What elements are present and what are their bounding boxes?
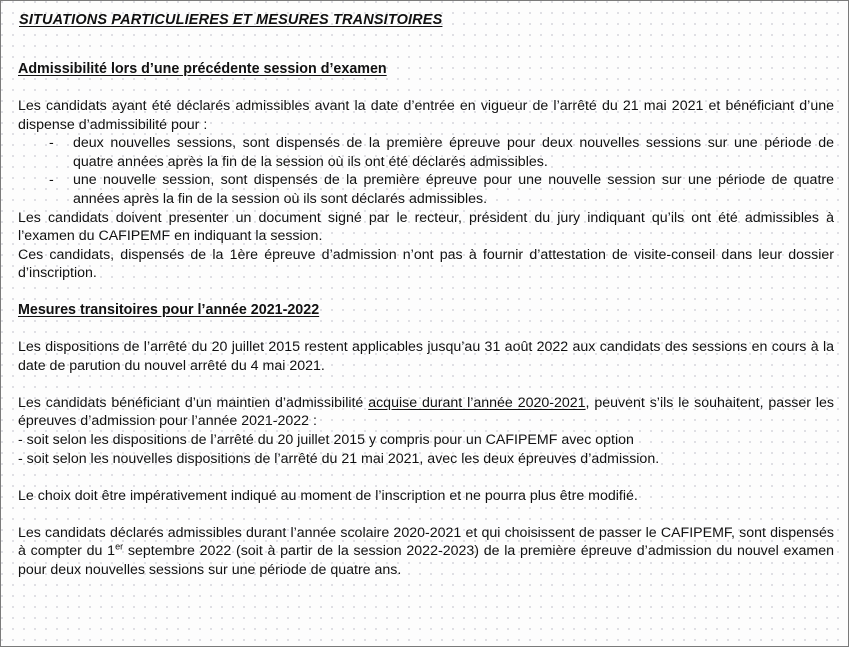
underlined-phrase-acquise-annee: acquise durant l’année 2020-2021 [368,394,586,411]
paragraph-dispense-2022 [18,524,834,580]
document-body [18,10,834,580]
section-heading-mesures-transitoires: Mesures transitoires pour l’année 2021-2022 [18,301,320,318]
paragraph-maintien-admissibilite [18,394,834,431]
bullet-dash-icon: - [49,135,54,152]
paragraph-maintien-part1: Les candidats bénéficiant d’un maintien d’admissibilité [18,394,369,411]
document-title: SITUATIONS PARTICULIERES ET MESURES TRANSITOIRES [19,12,443,28]
list-item-text: deux nouvelles sessions, sont dispensés de la première épreuve pour deux nouvelles sessions sur une période de quatre années après la fin de la session où ils ont été déclarés admissibles. [73,135,834,170]
paragraph-visite-conseil: Ces candidats, dispensés de la 1ère épreuve d’admission n’ont pas à fournir d’attestation de visite-conseil dans leur dossier d’inscription. [18,246,834,282]
bullet-dash-icon: - [49,172,54,189]
paragraph-document-signe: Les candidats doivent presenter un document signé par le recteur, président du jury indiquant qu’ils ont été admissibles à l’examen du CAFIPEMF en indiquant la session. [18,209,834,245]
spacer [18,375,834,394]
list-item [18,134,834,171]
paragraph-choix-irrevocable: Le choix doit être impérativement indiqué au moment de l’inscription et ne pourra plus être modifié. [18,487,638,504]
list-item [18,171,834,208]
paragraph-intro-admissibilite: Les candidats ayant été déclarés admissibles avant la date d’entrée en vigueur de l’arrêté du 21 mai 2021 et bénéficiant d’une dispense d’admissibilité pour : [18,98,834,133]
spacer [18,283,834,301]
option-line-2: - soit selon les nouvelles dispositions de l’arrêté du 21 mai 2021, avec les deux épreuves d’admission. [18,450,660,467]
spacer [18,79,834,97]
list-item-text: une nouvelle session, sont dispensés de la première épreuve pour une nouvelle session sur une période de quatre années après la fin de la session où ils sont déclarés admissibles. [73,172,834,207]
option-line-1: - soit selon les dispositions de l’arrêté du 20 juillet 2015 y compris pour un CAFIPEMF avec option [18,431,634,448]
spacer [18,30,834,60]
spacer [18,468,834,487]
paragraph-dispense-part1: Les candidats déclarés admissibles durant l’année scolaire 2020-2021 et qui choisissent de passer le CAFIPEMF, sont dispensés à compter du 1 [18,524,834,560]
ordinal-suffix-er: er [115,541,124,552]
spacer [18,505,834,524]
paragraph-dispositions-2015: Les dispositions de l’arrêté du 20 juillet 2015 restent applicables jusqu’au 31 août 2022 aux candidats des sessions en cours à la date de parution du nouvel arrêté du 4 mai 2021. [18,338,834,374]
paragraph-maintien-part2: , peuvent s’ils le souhaitent, passer les épreuves d’admission pour l’année 2021-2022 : [18,394,834,430]
section-heading-admissibilite: Admissibilité lors d’une précédente session d’examen [18,61,387,77]
bullet-list-dispenses [18,134,834,208]
spacer [18,320,834,338]
paragraph-dispense-part2: septembre 2022 (soit à partir de la session 2022-2023) de la première épreuve d’admission du nouvel examen pour deux nouvelles sessions sur une période de quatre ans. [18,543,835,579]
